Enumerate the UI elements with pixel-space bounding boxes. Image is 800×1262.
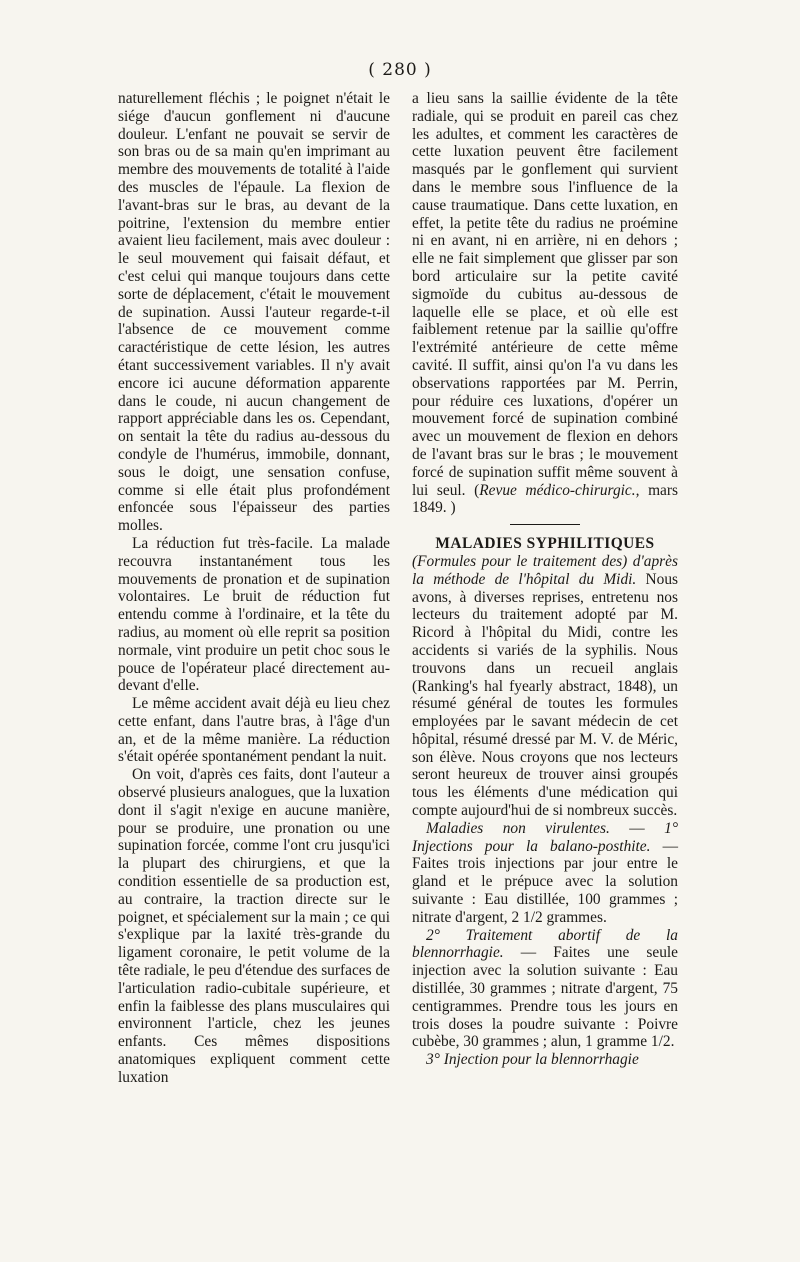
paragraph: [412, 553, 678, 820]
paragraph: [412, 927, 678, 1052]
paragraph: [412, 1051, 678, 1069]
paragraph-text: — Faites une seule injection avec la solution suivante : Eau distillée, 30 grammes ; nitrate d'argent, 75 centigrammes. Prendre tous les jours en trois doses la poudre suivante : Poivre cubèbe, 30 grammes ; alun, 1 gramme 1/2.: [412, 944, 678, 1051]
paragraph-text: a lieu sans la saillie évidente de la tête radiale, qui se produit en pareil cas chez les adultes, et comment les caractères de cette luxation peuvent être facilement masqués par le gonflement qui survient dans le membre sous l'influence de la cause traumatique. Dans cette luxation, en effet, la petite tête du radius ne proémine ni en avant, ni en arrière, ni en dehors ; elle ne fait simplement que glisser par son bord articulaire sur la petite cavité sigmoïde du cubitus au-dessous de laquelle elle se place, et où elle est faiblement retenue par la saillie qu'offre l'extrémité antérieure de cette même cavité. Il suffit, ainsi qu'on l'a vu dans les observations rapportées par M. Perrin, pour réduire ces luxations, d'opérer un mouvement forcé de supination combiné avec un mouvement de flexion en dehors de l'avant bras sur le bras ; le mouvement forcé de supination suffit même souvent à lui seul. (: [412, 90, 678, 499]
right-column: [412, 90, 678, 1069]
paragraph: [412, 90, 678, 517]
subsection-subtitle: 2° Traitement abortif de la blennorrhagie.: [412, 926, 678, 962]
left-column: [118, 90, 390, 1087]
subsection-subtitle: 3° Injection pour la blennorrhagie: [426, 1051, 639, 1069]
subsection-subtitle: 1° Injections pour la balano-posthite.: [412, 819, 678, 855]
paragraph-text: Nous avons, à diverses reprises, entretenu nos lecteurs du traitement adopté par M. Ricord à l'hôpital du Midi, contre les accidents si variés de la syphilis. Nous trouvons dans un recueil anglais (Ranking's hal fyearly abstract, 1848), un résumé général de toutes les formules employées par le savant médecin de cet hôpital, résumé dressé par M. V. de Méric, son élève. Nous croyons que nos lecteurs seront heureux de trouver ainsi groupés tous les éléments d'une médication qui compte aujourd'hui de si nombreux succès.: [412, 570, 679, 820]
paragraph: Le même accident avait déjà eu lieu chez cette enfant, dans l'autre bras, à l'âge d'un an, et de la même manière. La réduction s'était opérée spontanément pendant la nuit.: [118, 695, 390, 766]
subsection-title: Maladies non virulentes.: [426, 819, 610, 837]
paragraph: Maladies non virulentes. — 1° Injections pour la balano-posthite. — Faites trois injections par jour entre le gland et le prépuce avec la solution suivante : Eau distillée, 100 grammes ; nitrate d'argent, 2 1/2 grammes.: [412, 819, 678, 926]
paragraph-text: — Faites trois injections par jour entre le gland et le prépuce avec la solution suivante : Eau distillée, 100 grammes ; nitrate d'argent, 2 1/2 grammes.: [412, 837, 678, 926]
source-citation: Revue médico-chirurgic.,: [479, 481, 640, 499]
paragraph: On voit, d'après ces faits, dont l'auteur a observé plusieurs analogues, que la luxation dont il s'agit n'exige en aucune manière, pour se produire, une pronation ou une supination forcée, comme l'ont cru jusqu'ici la plupart des chirurgiens, et que la condition essentielle de sa production est, au contraire, la traction directe sur le poignet, et spécialement sur la main ; ce qui s'explique par la laxité très-grande du ligament coronaire, le petit volume de la tête radiale, le peu d'étendue des surfaces de l'articulation radio-cubitale supérieure, et enfin la faiblesse des plans musculaires qui environnent l'article, chez les jeunes enfants. Ces mêmes dispositions anatomiques expliquent comment cette luxation: [118, 766, 390, 1086]
section-divider: [510, 524, 580, 525]
paragraph: naturellement fléchis ; le poignet n'était le siége d'aucun gonflement ni d'aucune douleur. L'enfant ne pouvait se servir de son bras ou de sa main qu'en imprimant au membre des mouvements de totalité à l'aide des muscles de l'épaule. La flexion de l'avant-bras sur le bras, au devant de la poitrine, l'extension du membre entier avaient lieu facilement, mais avec douleur : le seul mouvement qui faisait défaut, et c'est celui qui manque toujours dans cette sorte de déplacement, c'était le mouvement de supination. Aussi l'auteur regarde-t-il l'absence de ce mouvement comme caractéristique de cette lésion, les autres étant successivement variables. Il n'y avait encore ici aucune déformation apparente dans le coude, ni aucun changement de rapport appréciable dans les os. Cependant, on sentait la tête du radius au-dessous du condyle de l'humérus, immobile, donnant, sous le doigt, une sensation confuse, comme si elle était plus profondément enfoncée sous l'épaisseur des parties molles.: [118, 90, 390, 535]
paragraph-text-end: mars 1849. ): [412, 481, 678, 517]
section-heading: MALADIES SYPHILITIQUES: [435, 535, 655, 553]
page-number: ( 280 ): [368, 60, 432, 80]
section-subtitle: (Formules pour le traitement des) d'après la méthode de l'hôpital du Midi.: [412, 552, 678, 588]
paragraph: La réduction fut très-facile. La malade recouvra instantanément tous les mouvements de pronation et de supination volontaires. Le bruit de réduction fut entendu comme à l'ordinaire, et la tête du radius, au moment où elle reprit sa position normale, vint produire un petit choc sous le pouce de l'opérateur placé directement au-devant d'elle.: [118, 534, 390, 695]
